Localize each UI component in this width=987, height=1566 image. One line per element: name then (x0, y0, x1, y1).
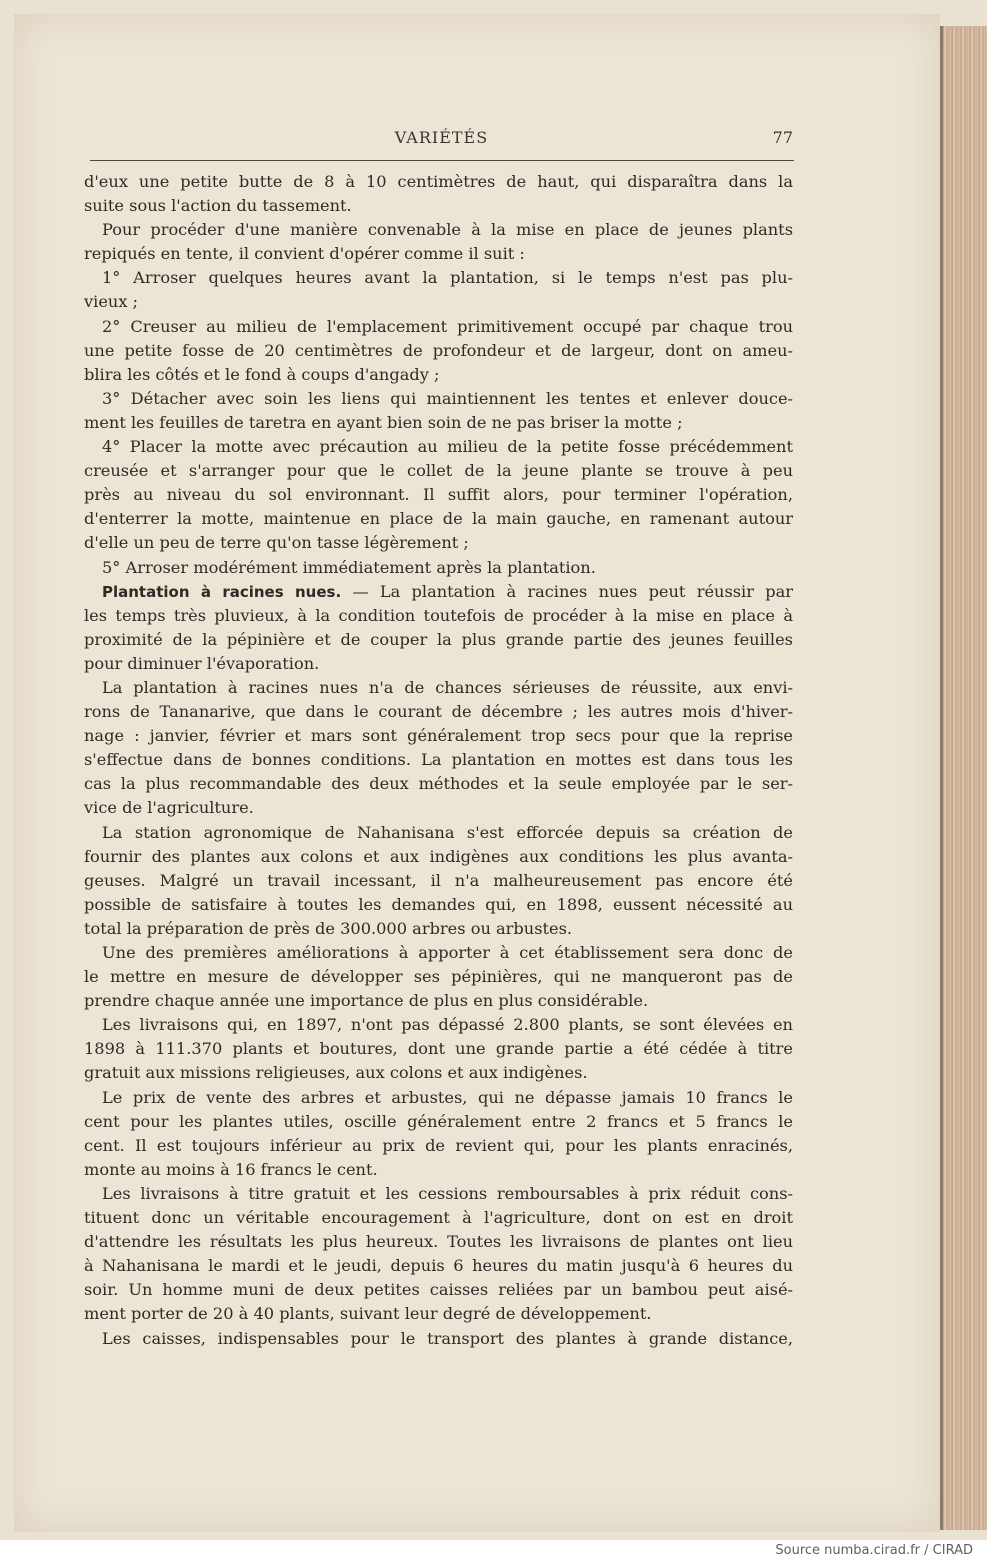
text-line: prendre chaque année une importance de plus en plus considérable. (84, 991, 649, 1011)
body-text (84, 170, 793, 1351)
text-line: vieux ; (84, 292, 139, 312)
page-number: 77 (772, 128, 793, 147)
text-line: Les caisses, indispensables pour le transport des plantes à grande distance, (102, 1328, 793, 1348)
text-line: s'effectue dans de bonnes conditions. La plantation en mottes est dans tous les (84, 750, 793, 770)
text-line: proximité de la pépinière et de couper la plus grande partie des jeunes feuilles (84, 629, 793, 649)
text-line: 4° Placer la motte avec précaution au milieu de la petite fosse précédemment (102, 437, 793, 457)
text-line: ment porter de 20 à 40 plants, suivant leur degré de développement. (84, 1304, 652, 1324)
text-line: une petite fosse de 20 centimètres de profondeur et de largeur, dont on ameu- (84, 340, 793, 360)
text-line: à Nahanisana le mardi et le jeudi, depuis 6 heures du matin jusqu'à 6 heures du (84, 1256, 793, 1276)
text-line: total la préparation de près de 300.000 arbres ou arbustes. (84, 918, 573, 938)
subheading: Plantation à racines nues. (102, 582, 342, 601)
text-line: Les livraisons qui, en 1897, n'ont pas dépassé 2.800 plants, se sont élevées en (102, 1015, 793, 1035)
text-line: nage : janvier, février et mars sont généralement trop secs pour que la reprise (84, 726, 793, 746)
text-line: 1° Arroser quelques heures avant la plantation, si le temps n'est pas plu- (102, 268, 793, 288)
text-line: tituent donc un véritable encouragement à l'agriculture, dont on est en droit (84, 1208, 793, 1228)
text-line: ment les feuilles de taretra en ayant bien soin de ne pas briser la motte ; (84, 412, 683, 432)
subheading-line (84, 580, 793, 604)
text-line: La plantation à racines nues n'a de chances sérieuses de réussite, aux envi- (102, 677, 793, 697)
text-line: cas la plus recommandable des deux méthodes et la seule employée par le ser- (84, 774, 793, 794)
text-line: pour diminuer l'évaporation. (84, 653, 320, 673)
text-line: — La plantation à racines nues peut réussir par (352, 581, 793, 601)
source-credit: Source numba.cirad.fr / CIRAD (775, 1543, 973, 1558)
text-line: Le prix de vente des arbres et arbustes, qui ne dépasse jamais 10 francs le (102, 1087, 793, 1107)
text-line: 5° Arroser modérément immédiatement après la plantation. (102, 557, 596, 577)
text-line: d'elle un peu de terre qu'on tasse légèrement ; (84, 533, 469, 553)
text-line: le mettre en mesure de développer ses pépinières, qui ne manqueront pas de (84, 967, 793, 987)
text-line: possible de satisfaire à toutes les demandes qui, en 1898, eussent nécessité au (84, 894, 793, 914)
page-edges (940, 26, 987, 1530)
text-line: gratuit aux missions religieuses, aux colons et aux indigènes. (84, 1063, 588, 1083)
text-line: cent pour les plantes utiles, oscille généralement entre 2 francs et 5 francs le (84, 1111, 793, 1131)
text-line: Les livraisons à titre gratuit et les cessions remboursables à prix réduit cons- (102, 1183, 793, 1203)
running-head (90, 128, 793, 152)
text-line: blira les côtés et le fond à coups d'angady ; (84, 364, 440, 384)
text-line: 3° Détacher avec soin les liens qui maintiennent les tentes et enlever douce- (102, 388, 793, 408)
text-line: vice de l'agriculture. (84, 798, 254, 818)
text-line: les temps très pluvieux, à la condition toutefois de procéder à la mise en place à (84, 605, 793, 625)
text-line: Pour procéder d'une manière convenable à la mise en place de jeunes plants (102, 220, 793, 240)
text-line: rons de Tananarive, que dans le courant de décembre ; les autres mois d'hiver- (84, 702, 793, 722)
text-line: cent. Il est toujours inférieur au prix de revient qui, pour les plants enracinés, (84, 1135, 793, 1155)
text-line: geuses. Malgré un travail incessant, il n'a malheureusement pas encore été (84, 870, 793, 890)
text-line: creusée et s'arranger pour que le collet de la jeune plante se trouve à peu (84, 461, 793, 481)
text-line: 1898 à 111.370 plants et boutures, dont une grande partie a été cédée à titre (84, 1039, 793, 1059)
text-line: d'eux une petite butte de 8 à 10 centimètres de haut, qui disparaîtra dans la (84, 172, 793, 191)
text-line: repiqués en tente, il convient d'opérer comme il suit : (84, 244, 525, 264)
text-line: monte au moins à 16 francs le cent. (84, 1159, 378, 1179)
text-line: d'attendre les résultats les plus heureux. Toutes les livraisons de plantes ont lieu (84, 1232, 793, 1252)
text-line: La station agronomique de Nahanisana s'est efforcée depuis sa création de (102, 822, 793, 842)
text-line: d'enterrer la motte, maintenue en place de la main gauche, en ramenant autour (84, 509, 793, 529)
text-line: suite sous l'action du tassement. (84, 196, 352, 216)
header-rule (90, 160, 794, 161)
text-line: près au niveau du sol environnant. Il suffit alors, pour terminer l'opération, (84, 485, 793, 505)
section-title: VARIÉTÉS (394, 128, 489, 147)
text-line: soir. Un homme muni de deux petites caisses reliées par un bambou peut aisé- (84, 1280, 793, 1300)
text-line: Une des premières améliorations à apporter à cet établissement sera donc de (102, 943, 793, 962)
text-line: 2° Creuser au milieu de l'emplacement primitivement occupé par chaque trou (102, 316, 793, 336)
text-line: fournir des plantes aux colons et aux indigènes aux conditions les plus avanta- (84, 846, 793, 866)
